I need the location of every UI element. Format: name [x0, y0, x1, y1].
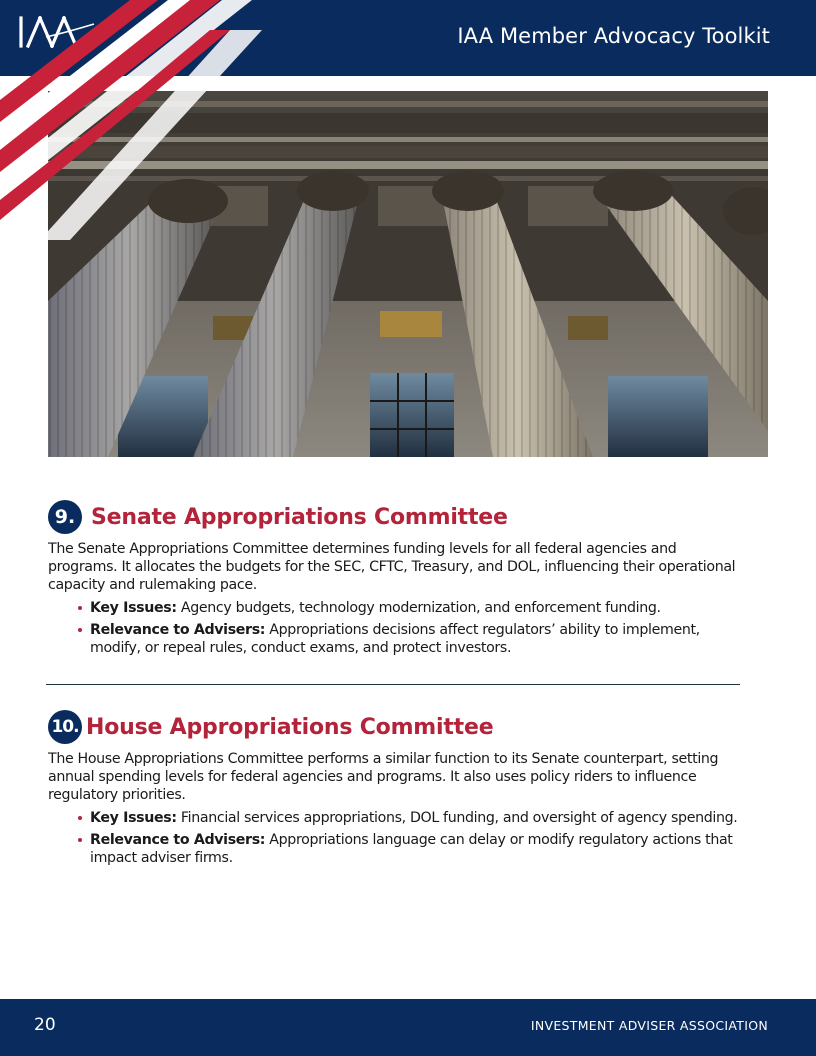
bullet-icon — [78, 606, 82, 610]
bullet-icon — [78, 838, 82, 842]
section-body: The Senate Appropriations Committee determines funding levels for all federal agencies and programs. It allocates the budgets for the SEC, CFTC, Treasury, and DOL, influencing their operational capacity and rulemaking pace. — [48, 541, 736, 593]
section-house-appropriations — [48, 710, 748, 871]
section-title: House Appropriations Committee — [86, 714, 494, 740]
section-heading — [48, 500, 748, 534]
section-divider — [46, 684, 740, 685]
bullet-list — [48, 809, 748, 867]
hero-image-columns — [48, 91, 768, 457]
bullet-text: Appropriations decisions affect regulators’ ability to implement, modify, or repeal rules, conduct exams, and protect investors. — [90, 622, 700, 656]
section-number-badge: 9. — [48, 500, 82, 534]
columns-illustration — [48, 91, 768, 457]
bullet-relevance — [78, 831, 748, 867]
section-body: The House Appropriations Committee performs a similar function to its Senate counterpart, setting annual spending levels for federal agencies and programs. It also uses policy riders to influence regulatory priorities. — [48, 751, 719, 803]
bullet-text: Agency budgets, technology modernization, and enforcement funding. — [176, 600, 661, 616]
bullet-label: Relevance to Advisers: — [90, 832, 266, 848]
bullet-text: Financial services appropriations, DOL funding, and oversight of agency spending. — [176, 810, 738, 826]
organization-name: INVESTMENT ADVISER ASSOCIATION — [530, 1018, 768, 1033]
section-heading — [48, 710, 748, 744]
document-title: IAA Member Advocacy Toolkit — [457, 24, 770, 48]
iaa-logo — [18, 15, 96, 49]
header-band — [0, 0, 816, 76]
bullet-icon — [78, 816, 82, 820]
bullet-key-issues — [78, 599, 748, 617]
bullet-icon — [78, 628, 82, 632]
bullet-list — [48, 599, 748, 657]
section-senate-appropriations — [48, 500, 748, 661]
bullet-label: Relevance to Advisers: — [90, 622, 266, 638]
footer-band — [0, 999, 816, 1056]
bullet-label: Key Issues: — [90, 810, 177, 826]
bullet-text: Appropriations language can delay or modify regulatory actions that impact adviser firms. — [90, 832, 733, 866]
page-number: 20 — [34, 1015, 56, 1035]
section-number-badge: 10. — [48, 710, 82, 744]
bullet-label: Key Issues: — [90, 600, 177, 616]
bullet-key-issues — [78, 809, 748, 827]
section-title: Senate Appropriations Committee — [91, 504, 508, 530]
bullet-relevance — [78, 621, 748, 657]
